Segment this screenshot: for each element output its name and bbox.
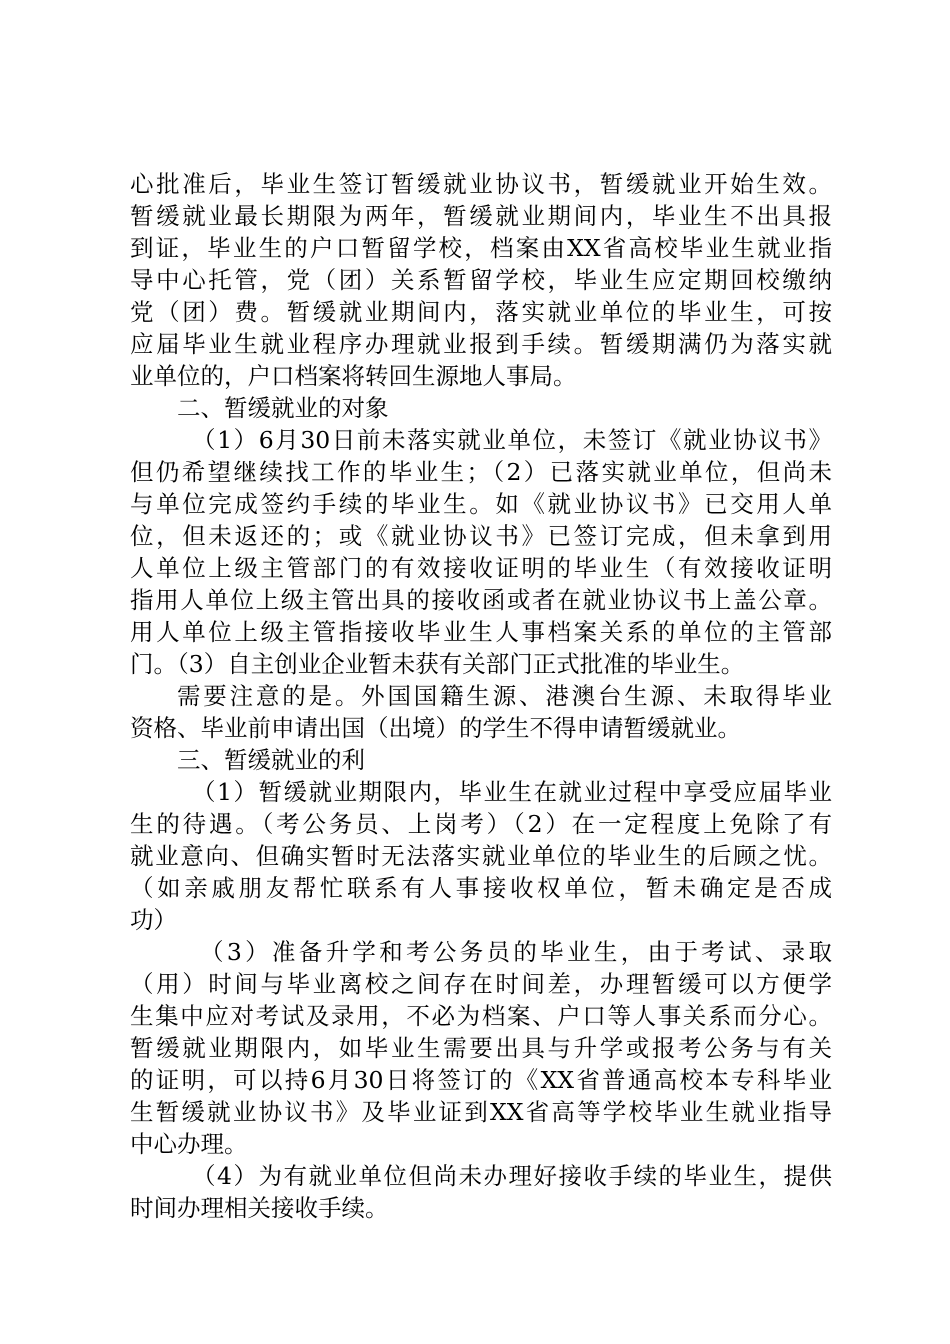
text-line: 应届毕业生就业程序办理就业报到手续。暂缓期满仍为落实就 bbox=[130, 330, 832, 358]
paragraph-benefits bbox=[130, 776, 832, 936]
section-heading-benefits: 三、暂缓就业的利 bbox=[177, 746, 365, 774]
text-line: （1）6月30日前未落实就业单位，未签订《就业协议书》 bbox=[192, 426, 832, 454]
text-line: 生的待遇。（考公务员、上岗考）（2）在一定程度上免除了有 bbox=[130, 810, 832, 838]
text-line: 需要注意的是。外国国籍生源、港澳台生源、未取得毕业 bbox=[177, 682, 832, 710]
text-line: 的证明，可以持6月30日将签订的《XX省普通高校本专科毕业 bbox=[130, 1066, 832, 1094]
text-line: 人单位上级主管部门的有效接收证明的毕业生（有效接收证明 bbox=[130, 554, 832, 582]
text-line: 但仍希望继续找工作的毕业生；（2）已落实就业单位，但尚未 bbox=[130, 458, 832, 486]
paragraph-deferral-approval bbox=[130, 168, 832, 392]
text-line: （3）准备升学和考公务员的毕业生，由于考试、录取 bbox=[200, 938, 832, 966]
text-line: 党（团）费。暂缓就业期间内，落实就业单位的毕业生，可按 bbox=[130, 298, 832, 326]
text-line: （4）为有就业单位但尚未办理好接收手续的毕业生，提供 bbox=[192, 1162, 832, 1190]
paragraph-targets bbox=[130, 424, 832, 680]
text-line: 业单位的，户口档案将转回生源地人事局。 bbox=[130, 362, 577, 390]
text-line: 与单位完成签约手续的毕业生。如《就业协议书》已交用人单 bbox=[130, 490, 832, 518]
text-line: （1）暂缓就业期限内，毕业生在就业过程中享受应届毕业 bbox=[192, 778, 832, 806]
document-page bbox=[130, 168, 832, 1224]
text-line: 生集中应对考试及录用，不必为档案、户口等人事关系而分心。 bbox=[130, 1002, 832, 1030]
text-line: 生暂缓就业协议书》及毕业证到XX省高等学校毕业生就业指导 bbox=[130, 1098, 832, 1126]
text-line: 时间办理相关接收手续。 bbox=[130, 1194, 389, 1222]
text-line: 到证，毕业生的户口暂留学校，档案由XX省高校毕业生就业指 bbox=[130, 234, 832, 262]
text-line: 中心办理。 bbox=[130, 1130, 248, 1158]
paragraph-transfer-time bbox=[130, 1160, 832, 1224]
text-line: 资格、毕业前申请出国（出境）的学生不得申请暂缓就业。 bbox=[130, 714, 741, 742]
text-line: （用）时间与毕业离校之间存在时间差，办理暂缓可以方便学 bbox=[130, 970, 832, 998]
text-line: 功） bbox=[130, 906, 177, 934]
text-line: 门。（3）自主创业企业暂未获有关部门正式批准的毕业生。 bbox=[130, 650, 745, 678]
text-line: 指用人单位上级主管出具的接收函或者在就业协议书上盖公章。 bbox=[130, 586, 832, 614]
section-heading-targets: 二、暂缓就业的对象 bbox=[177, 394, 389, 422]
text-line: （如亲戚朋友帮忙联系有人事接收权单位，暂未确定是否成 bbox=[130, 874, 832, 902]
text-line: 暂缓就业最长期限为两年，暂缓就业期间内，毕业生不出具报 bbox=[130, 202, 832, 230]
text-line: 用人单位上级主管指接收毕业生人事档案关系的单位的主管部 bbox=[130, 618, 832, 646]
text-line: 位，但未返还的；或《就业协议书》已签订完成，但未拿到用 bbox=[130, 522, 832, 550]
text-line: 暂缓就业期限内，如毕业生需要出具与升学或报考公务与有关 bbox=[130, 1034, 832, 1062]
text-line: 就业意向、但确实暂时无法落实就业单位的毕业生的后顾之忧。 bbox=[130, 842, 832, 870]
paragraph-exam-prep bbox=[130, 936, 832, 1160]
text-line: 心批准后，毕业生签订暂缓就业协议书，暂缓就业开始生效。 bbox=[130, 170, 832, 198]
text-line: 导中心托管，党（团）关系暂留学校，毕业生应定期回校缴纳 bbox=[130, 266, 832, 294]
paragraph-notice bbox=[130, 680, 832, 744]
